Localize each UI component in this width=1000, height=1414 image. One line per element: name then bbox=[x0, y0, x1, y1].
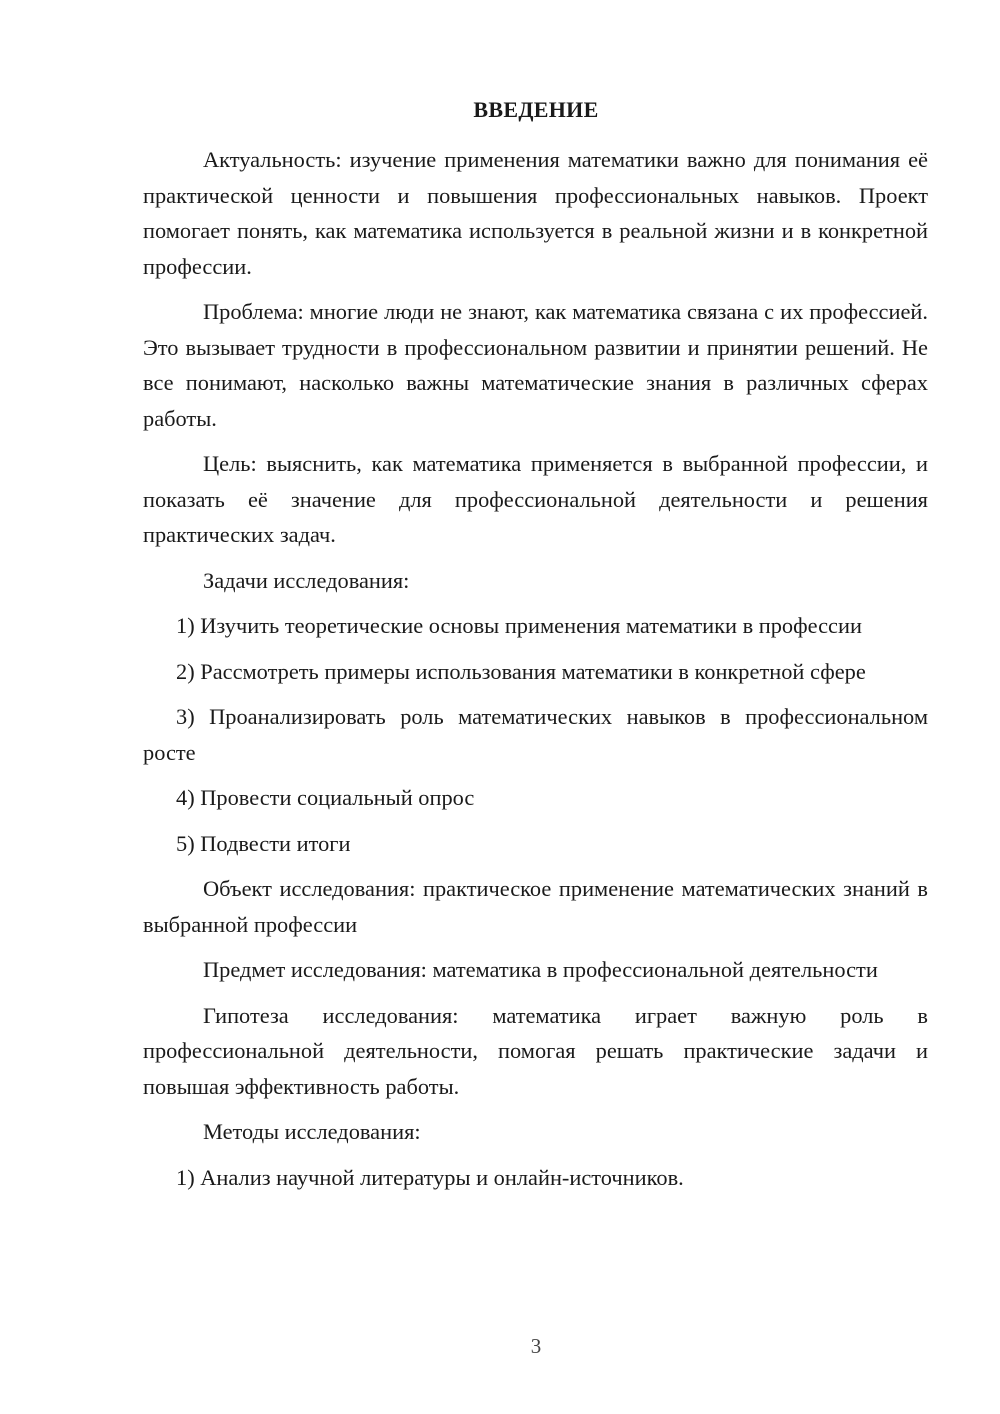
paragraph-hypothesis: Гипотеза исследования: математика играет важную роль в профессиональной деятельности, помогая решать практические задачи и повышая эффективность работы. bbox=[143, 1002, 928, 1099]
task-item-5: 5) Подвести итоги bbox=[176, 830, 351, 856]
section-title: ВВЕДЕНИЕ bbox=[473, 97, 599, 122]
task-item-4: 4) Провести социальный опрос bbox=[176, 785, 475, 810]
paragraph-problem: Проблема: многие люди не знают, как математика связана с их профессией. Это вызывает трудности в профессиональном развитии и принятии решений. Не все понимают, насколько важны математические знания в различных сферах работы. bbox=[143, 299, 928, 431]
paragraph-tasks-heading: Задачи исследования: bbox=[203, 567, 410, 593]
paragraph-relevance: Актуальность: изучение применения математики важно для понимания её практической ценности и повышения профессиональных навыков. Проект помогает понять, как математика используется в реальной жизни и в конкретной профессии. bbox=[143, 147, 928, 279]
task-item-2: 2) Рассмотреть примеры использования математики в конкретной сфере bbox=[176, 658, 866, 684]
paragraph-object: Объект исследования: практическое применение математических знаний в выбранной профессии bbox=[143, 876, 928, 937]
paragraph-subject: Предмет исследования: математика в профессиональной деятельности bbox=[203, 957, 878, 982]
document-body bbox=[143, 142, 928, 1205]
method-item-1: 1) Анализ научной литературы и онлайн-источников. bbox=[176, 1164, 684, 1190]
task-item-1: 1) Изучить теоретические основы применения математики в профессии bbox=[176, 613, 862, 638]
page-number: 3 bbox=[530, 1334, 542, 1358]
task-item-3: 3) Проанализировать роль математических навыков в профессиональном росте bbox=[143, 704, 928, 765]
paragraph-goal: Цель: выяснить, как математика применяется в выбранной профессии, и показать её значение для профессиональной деятельности и решения практических задач. bbox=[143, 451, 928, 547]
paragraph-methods-heading: Методы исследования: bbox=[203, 1119, 421, 1144]
